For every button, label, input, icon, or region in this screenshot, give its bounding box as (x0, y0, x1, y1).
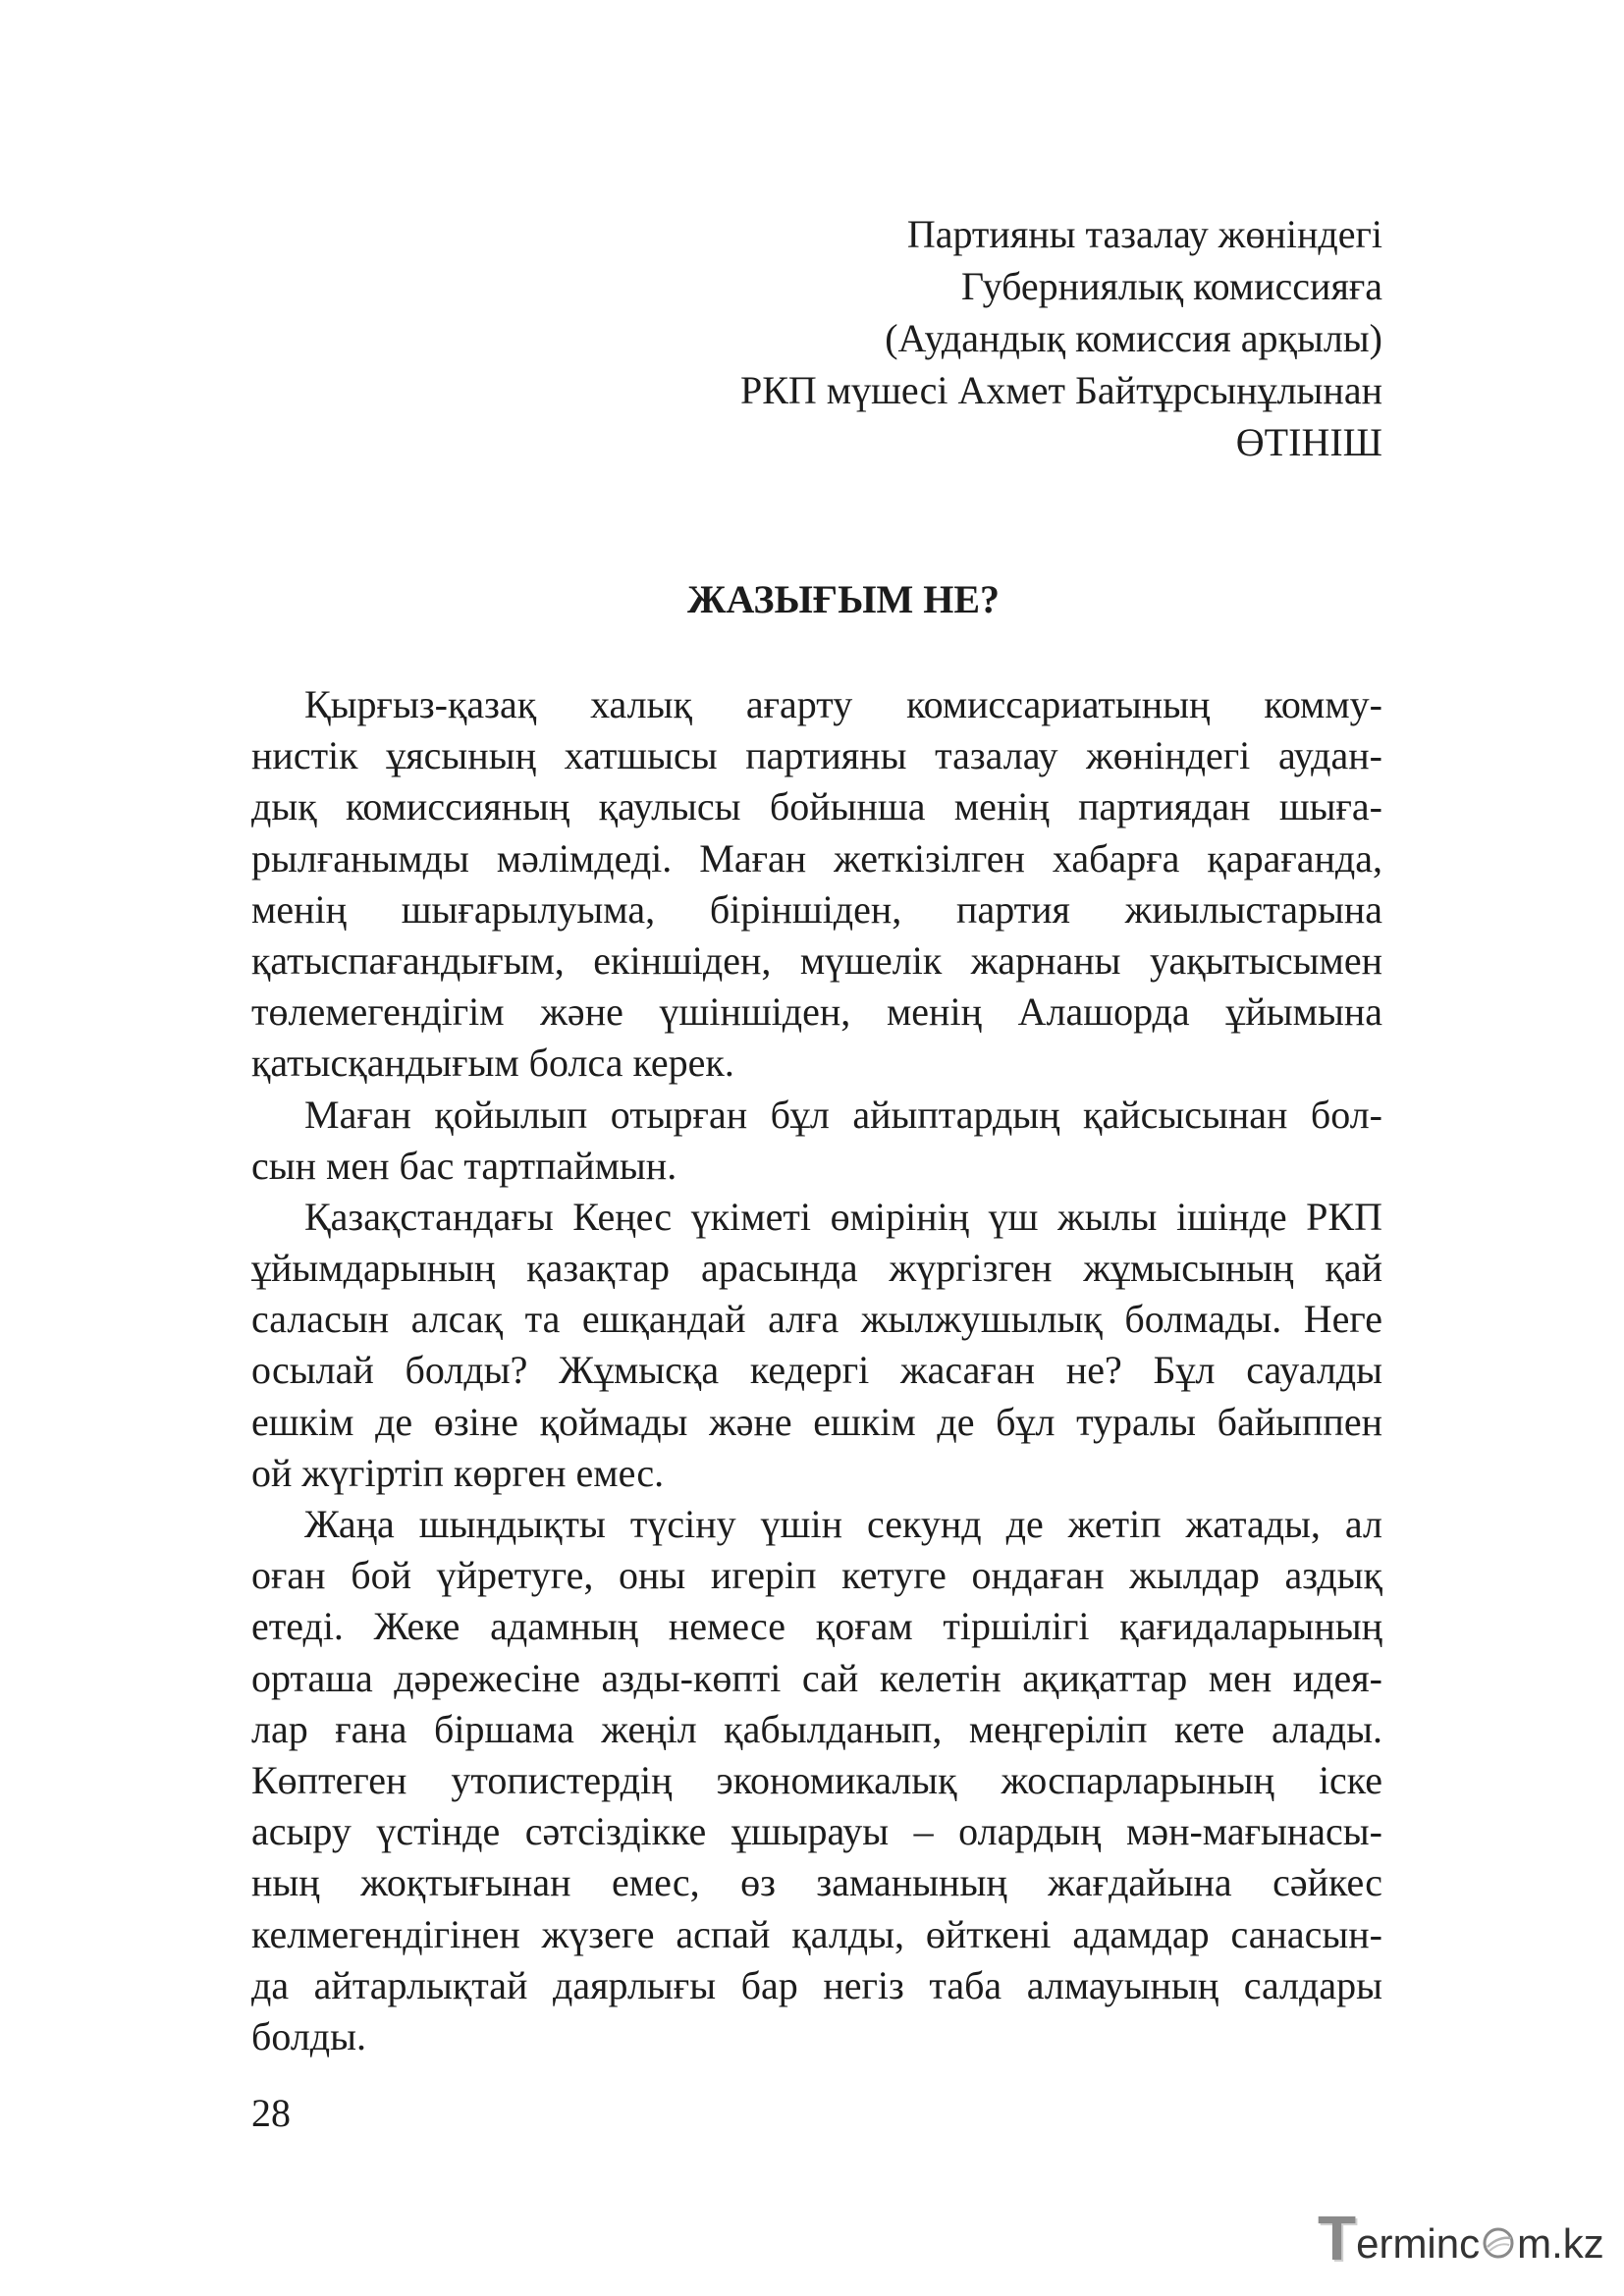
paragraph-4 (251, 1499, 1382, 2062)
paragraph-2 (251, 1090, 1382, 1192)
body-line: ұйымдарының қазақтар арасында жүргізген жұмысының қай (251, 1246, 1382, 1291)
body-line: рылғанымды мәлімдеді. Маған жеткізілген хабарға қарағанда, (251, 835, 1382, 881)
body-line: менің шығарылуыма, біріншіден, партия жиылыстарына (251, 886, 1382, 932)
body-line: ой жүгіртіп көрген емес. (251, 1450, 665, 1495)
paragraph-3 (251, 1192, 1382, 1499)
addressee-line: (Аудандық комиссия арқылы) (885, 316, 1382, 360)
body-line: болды. (251, 2013, 367, 2058)
body-line: Қырғыз-қазақ халық ағарту комиссариатының комму- (304, 682, 1382, 726)
body-text (251, 679, 1382, 2062)
body-line: қатысқандығым болса керек. (251, 1041, 734, 1086)
body-line: ның жоқтығынан емес, өз заманының жағдайына сәйкес (251, 1860, 1382, 1905)
body-line: Көптеген утопистердің экономикалық жоспарларының іске (251, 1757, 1382, 1802)
body-line: лар ғана біршама жеңіл қабылданып, меңгеріліп кете алады. (251, 1706, 1382, 1751)
body-line: Маған қойылып отырған бұл айыптардың қайсысынан бол- (304, 1092, 1382, 1137)
body-line: Қазақстандағы Кеңес үкіметі өмірінің үш жылы ішінде РКП (304, 1194, 1382, 1239)
body-line: осылай болды? Жұмысқа кедергі жасаған не? Бұл сауалды (251, 1348, 1382, 1393)
body-line: қатыспағандығым, екіншіден, мүшелік жарнаны уақытысымен (251, 937, 1382, 983)
circle-swoosh-icon (1482, 2226, 1515, 2260)
body-line: етеді. Жеке адамның немесе қоғам тіршілігі қағидаларының (251, 1604, 1382, 1649)
body-line: асыру үстінде сәтсіздікке ұшырауы – олардың мән-мағынасы- (251, 1809, 1382, 1854)
body-line: сын мен бас тартпаймын. (251, 1143, 677, 1188)
page-number: 28 (251, 2091, 291, 2135)
body-line: Жаңа шындықты түсіну үшін секунд де жетіп жатады, ал (304, 1502, 1382, 1546)
body-line: орташа дәрежесіне азды-көпті сай келетін ақиқаттар мен идея- (251, 1655, 1382, 1700)
addressee-line: Губерниялық комиссияға (961, 264, 1382, 308)
addressee-block (740, 208, 1382, 468)
watermark-logo (1318, 2203, 1604, 2273)
body-line: да айтарлықтай даярлығы бар негіз таба алмауының салдары (251, 1962, 1382, 2007)
body-line: дық комиссияның қаулысы бойынша менің партиядан шыға- (251, 784, 1382, 829)
body-line: ешкім де өзіне қоймады және ешкім де бұл туралы байыппен (251, 1399, 1382, 1444)
body-line: саласын алсақ та ешқандай алға жылжушылық болмады. Неге (251, 1297, 1382, 1342)
body-line: оған бой үйретуге, оны игеріп кетуге ондаған жылдар аздық (251, 1553, 1382, 1598)
paragraph-1 (251, 679, 1382, 1090)
addressee-line: Партияны тазалау жөніндегі (906, 212, 1382, 256)
watermark-initial: T (1318, 2203, 1357, 2273)
body-line: келмегендігінен жүзеге аспай қалды, өйткені адамдар санасын- (251, 1911, 1382, 1956)
document-type-label: ӨТІНІШ (1235, 420, 1382, 464)
body-line: төлемегендігім және үшіншіден, менің Алашорда ұйымына (251, 989, 1382, 1035)
document-title: ЖАЗЫҒЫМ НЕ? (686, 577, 1001, 621)
watermark-text-start: erminc (1356, 2220, 1481, 2267)
body-line: нистік ұясының хатшысы партияны тазалау жөніндегі аудан- (251, 733, 1382, 778)
addressee-line: РКП мүшесі Ахмет Байтұрсынұлынан (739, 368, 1382, 412)
watermark-text-end: m.kz (1517, 2220, 1604, 2267)
